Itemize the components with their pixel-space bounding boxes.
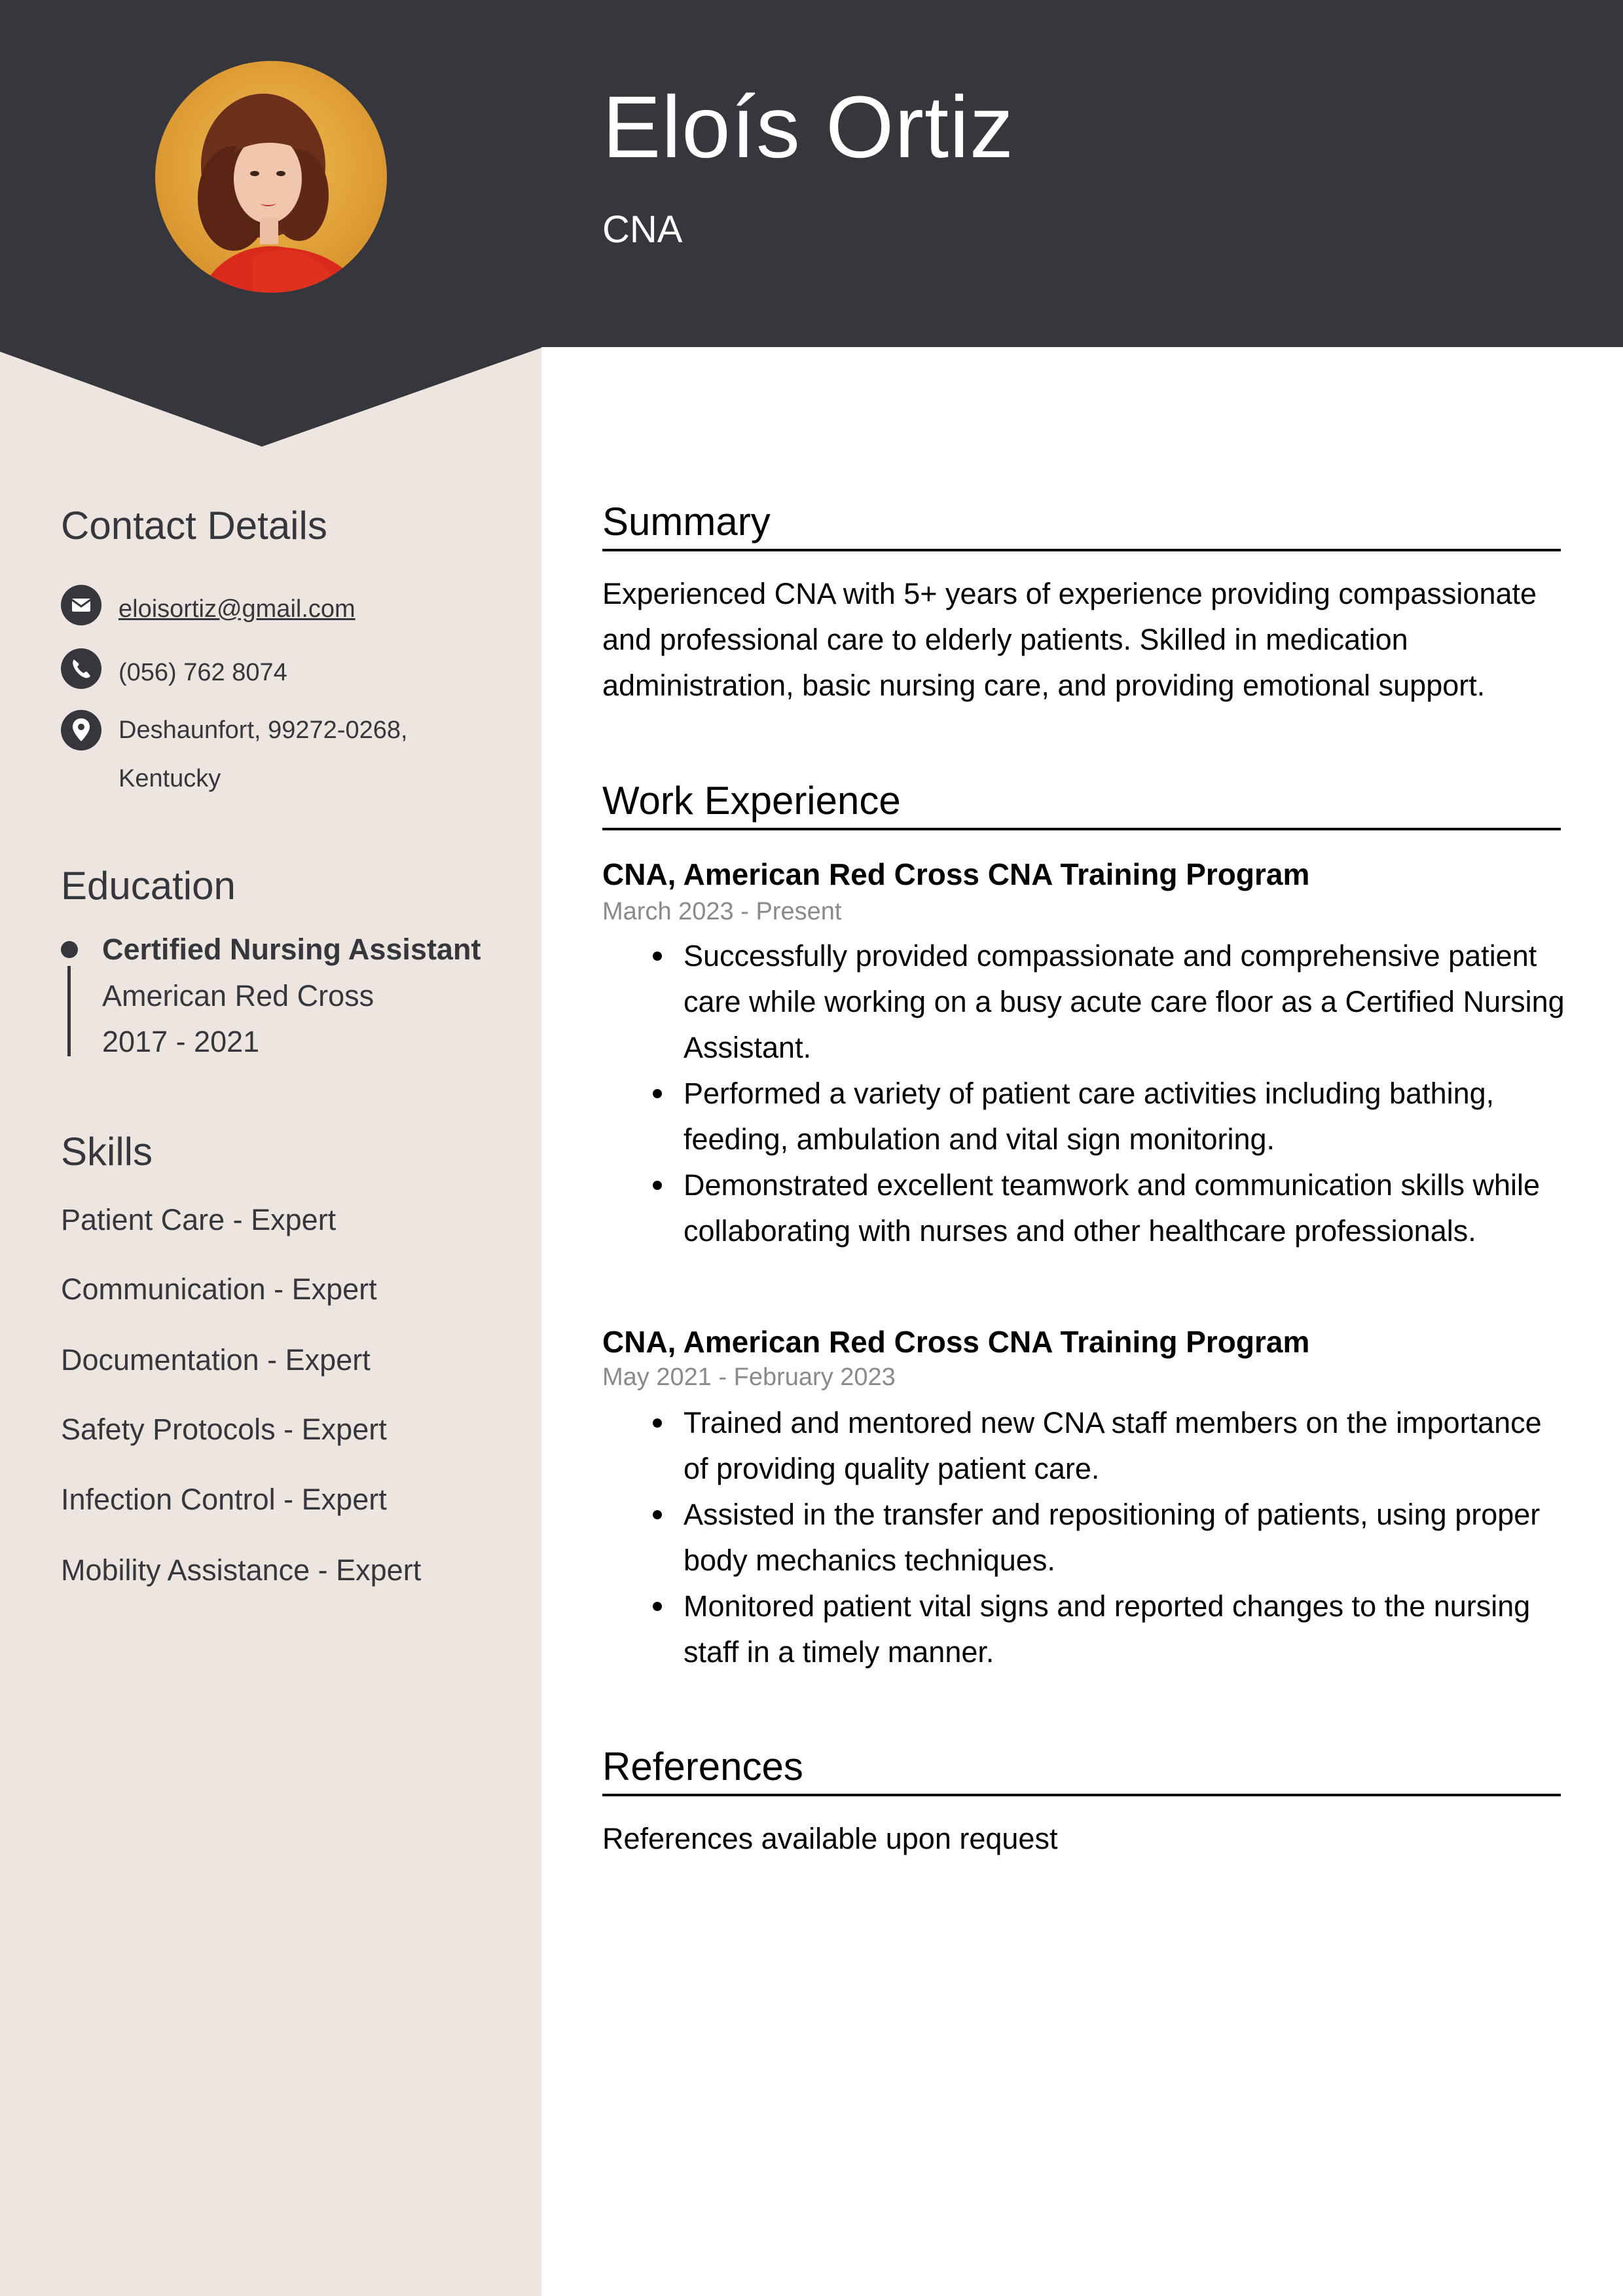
job-dates: March 2023 - Present — [602, 898, 842, 925]
skill-item: Documentation - Expert — [61, 1343, 371, 1377]
education-years: 2017 - 2021 — [102, 1025, 260, 1058]
contact-email-row — [61, 585, 356, 633]
candidate-title: CNA — [602, 208, 683, 251]
job-title: CNA, American Red Cross CNA Training Program — [602, 1325, 1310, 1359]
header-chevron — [0, 346, 541, 448]
skill-item: Safety Protocols - Expert — [61, 1413, 387, 1446]
work-experience-heading: Work Experience — [602, 779, 901, 823]
skills-heading: Skills — [61, 1130, 153, 1174]
summary-text: Experienced CNA with 5+ years of experience providing compassionate and professional care to elderly patients. Skilled in medication administration, basic nursing care, and providing emotional support. — [602, 577, 1537, 702]
job-title: CNA, American Red Cross CNA Training Program — [602, 857, 1310, 891]
job-bullet: Demonstrated excellent teamwork and communication skills while collaborating with nurses and other healthcare professionals. — [684, 1162, 1565, 1254]
candidate-name: Eloís Ortiz — [602, 79, 1014, 176]
address-line-1: Deshaunfort, 99272-0268, — [119, 716, 408, 744]
contact-phone-row — [61, 648, 287, 697]
job-bullet: Monitored patient vital signs and reported changes to the nursing staff in a timely manner. — [684, 1583, 1565, 1675]
job-bullet: Trained and mentored new CNA staff members on the importance of providing quality patient care. — [684, 1400, 1565, 1492]
education-timeline-dot — [61, 941, 78, 958]
job-bullet-list — [602, 933, 1565, 1254]
skill-item: Infection Control - Expert — [61, 1483, 387, 1516]
summary-heading: Summary — [602, 500, 771, 544]
email-icon — [61, 585, 101, 625]
education-degree: Certified Nursing Assistant — [102, 933, 481, 966]
job-bullet: Assisted in the transfer and repositioning of patients, using proper body mechanics techniques. — [684, 1492, 1565, 1583]
location-pin-icon — [61, 710, 101, 750]
education-timeline-line — [67, 966, 71, 1056]
contact-address — [119, 706, 408, 803]
contact-address-row — [61, 710, 408, 803]
contact-phone: (056) 762 8074 — [119, 659, 287, 686]
education-heading: Education — [61, 864, 236, 908]
address-line-2: Kentucky — [119, 765, 221, 792]
job-bullet-list — [602, 1400, 1565, 1675]
summary-divider — [602, 549, 1561, 551]
work-experience-divider — [602, 828, 1561, 830]
contact-email-link[interactable]: eloisortiz@gmail.com — [119, 595, 356, 623]
skill-item: Mobility Assistance - Expert — [61, 1553, 422, 1587]
phone-icon — [61, 648, 101, 689]
profile-photo — [155, 61, 387, 293]
job-bullet: Performed a variety of patient care activities including bathing, feeding, ambulation and vital sign monitoring. — [684, 1071, 1565, 1162]
skill-item: Communication - Expert — [61, 1272, 377, 1306]
job-bullet: Successfully provided compassionate and comprehensive patient care while working on a busy acute care floor as a Certified Nursing Assistant. — [684, 933, 1565, 1071]
education-school: American Red Cross — [102, 979, 374, 1012]
profile-portrait-image — [155, 61, 387, 293]
skill-item: Patient Care - Expert — [61, 1203, 337, 1236]
job-dates: May 2021 - February 2023 — [602, 1363, 896, 1391]
references-heading: References — [602, 1745, 803, 1788]
references-divider — [602, 1794, 1561, 1796]
contact-heading: Contact Details — [61, 504, 327, 547]
references-text: References available upon request — [602, 1822, 1058, 1855]
